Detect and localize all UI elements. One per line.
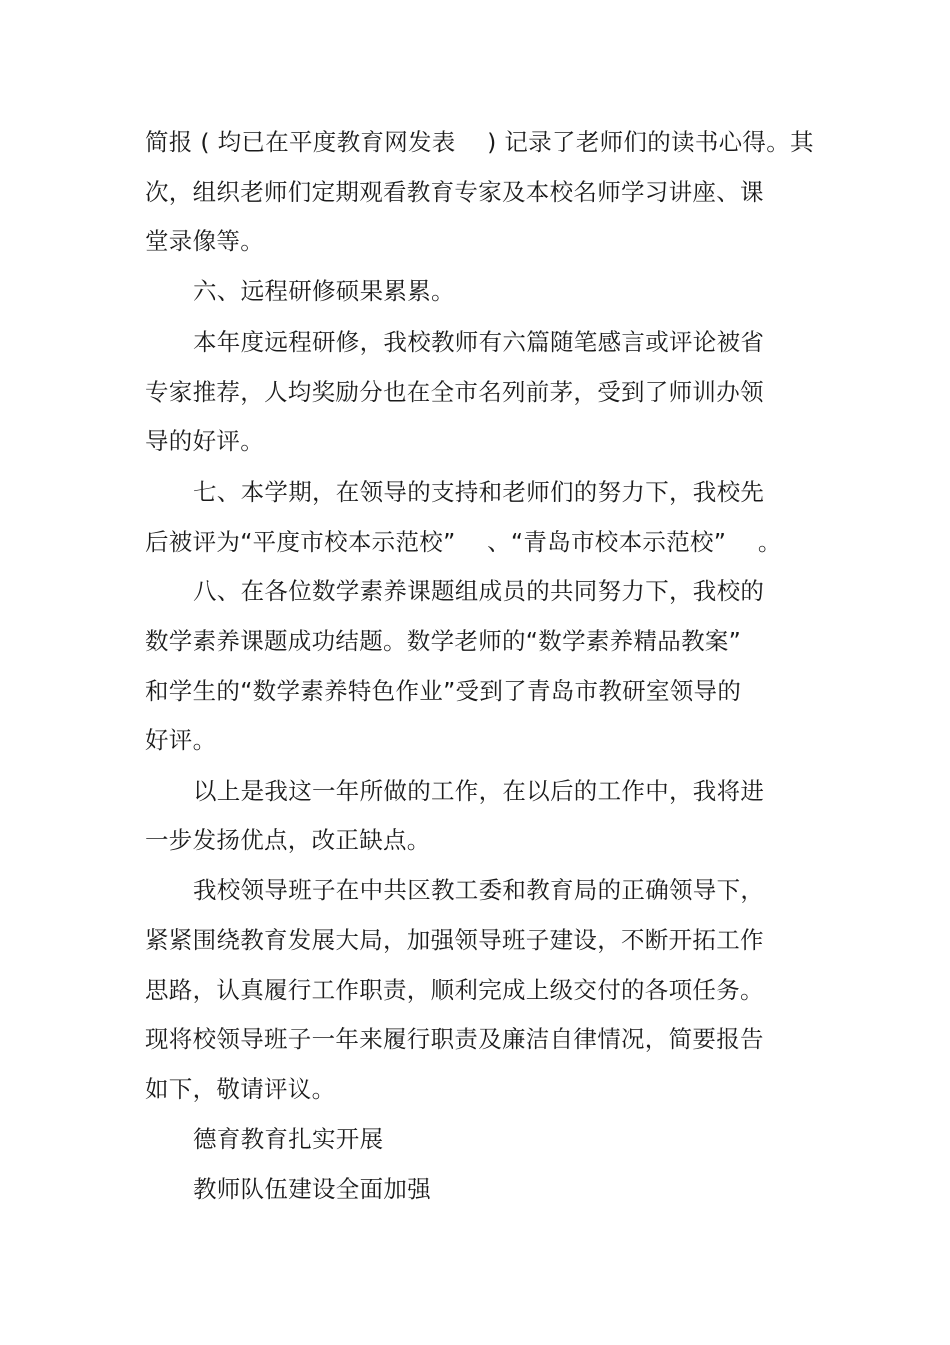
text-line: 如下，敬请评议。 [145, 1075, 336, 1103]
section-heading: 六、远程研修硕果累累。 [193, 277, 455, 305]
text-line: 和学生的“数学素养特色作业”受到了青岛市教研室领导的 [145, 677, 742, 705]
section-heading: 德育教育扎实开展 [193, 1125, 384, 1153]
text-line: 次，组织老师们定期观看教育专家及本校名师学习讲座、课 [145, 178, 764, 206]
text-line: 我校领导班子在中共区教工委和教育局的正确领导下， [193, 876, 765, 904]
text-line: 七、本学期，在领导的支持和老师们的努力下，我校先 [193, 478, 765, 506]
text-line: 一步发扬优点，改正缺点。 [145, 826, 431, 854]
text-line: 专家推荐，人均奖励分也在全市名列前茅，受到了师训办领 [145, 378, 764, 406]
text-line: 本年度远程研修，我校教师有六篇随笔感言或评论被省 [193, 328, 765, 356]
section-heading: 教师队伍建设全面加强 [193, 1175, 431, 1203]
text-line: 以上是我这一年所做的工作，在以后的工作中，我将进 [193, 777, 765, 805]
text-line: 好评。 [145, 726, 217, 754]
text-line: 现将校领导班子一年来履行职责及廉洁自律情况，简要报告 [145, 1025, 764, 1053]
text-line: 数学素养课题成功结题。数学老师的“数学素养精品教案” [145, 627, 742, 655]
text-line: 八、在各位数学素养课题组成员的共同努力下，我校的 [193, 577, 765, 605]
text-line: 思路，认真履行工作职责，顺利完成上级交付的各项任务。 [145, 976, 764, 1004]
text-line: 后被评为“平度市校本示范校” 、“青岛市校本示范校” 。 [145, 528, 782, 556]
text-line: 堂录像等。 [145, 227, 264, 255]
text-line: 简报 ( 均已在平度教育网发表 ) 记录了老师们的读书心得。其 [145, 128, 814, 156]
text-line: 紧紧围绕教育发展大局，加强领导班子建设，不断开拓工作 [145, 926, 764, 954]
text-line: 导的好评。 [145, 427, 264, 455]
